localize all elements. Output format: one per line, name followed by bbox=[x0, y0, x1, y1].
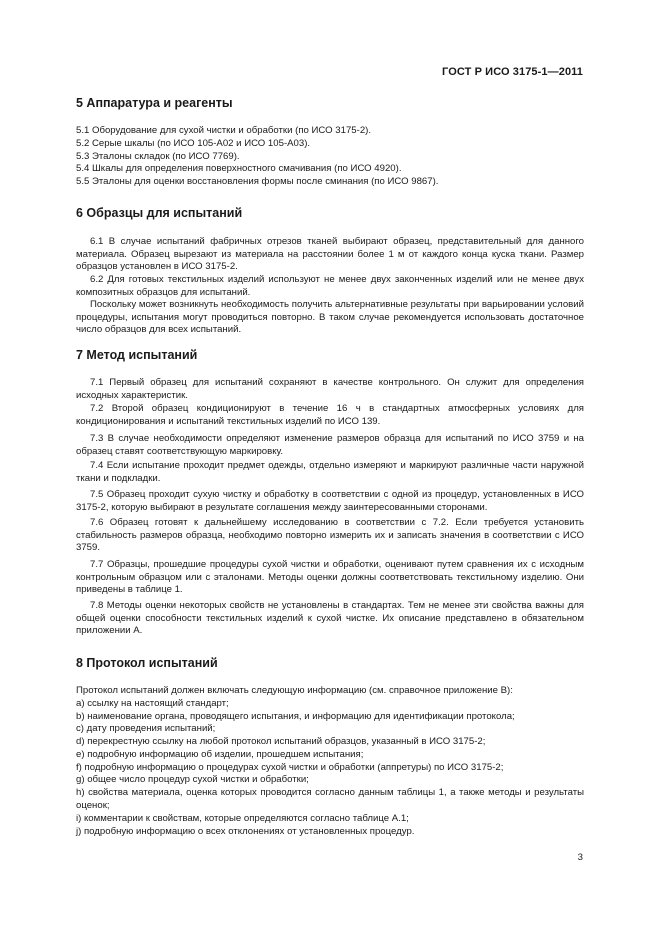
section-7-paragraph: 7.1 Первый образец для испытаний сохраняют в качестве контрольного. Он служит для определения исходных характеристик. bbox=[76, 377, 584, 401]
protocol-list-item: a) ссылку на настоящий стандарт; bbox=[76, 698, 229, 709]
standard-header: ГОСТ Р ИСО 3175-1—2011 bbox=[442, 66, 583, 78]
section-6-title: 6 Образцы для испытаний bbox=[76, 206, 243, 220]
section-7-paragraph: 7.8 Методы оценки некоторых свойств не установлены в стандартах. Тем не менее эти свойства важны для общей оценки способности текстильных изделий к сухой чистке. Их описание представлено в обязательном приложении А. bbox=[76, 600, 584, 637]
protocol-list-item: f) подробную информацию о процедурах сухой чистки и обработки (аппретуры) по ИСО 3175-2; bbox=[76, 762, 504, 773]
section-7-paragraph: 7.3 В случае необходимости определяют изменение размеров образца для испытаний по ИСО 3759 и на образец ставят соответствующую маркировку. bbox=[76, 433, 584, 457]
section-5-item: 5.4 Шкалы для определения поверхностного смачивания (по ИСО 4920). bbox=[76, 163, 402, 174]
section-6-paragraph: Поскольку может возникнуть необходимость получить альтернативные результаты при варьировании условий процедуры, испытания могут проводиться повторно. В таком случае рекомендуется использовать достаточное число образцов для всех испытаний. bbox=[76, 299, 584, 336]
protocol-list-item: e) подробную информацию об изделии, прошедшем испытания; bbox=[76, 749, 364, 760]
protocol-list-item: b) наименование органа, проводящего испытания, и информацию для идентификации протокола; bbox=[76, 711, 515, 722]
protocol-list-item: c) дату проведения испытаний; bbox=[76, 723, 216, 734]
section-8-title: 8 Протокол испытаний bbox=[76, 656, 218, 670]
section-7-paragraph: 7.5 Образец проходит сухую чистку и обработку в соответствии с одной из процедур, установленных в ИСО 3175-2, которую выбирают в результате соглашения между заинтересованными сторонами. bbox=[76, 489, 584, 513]
protocol-list-item: d) перекрестную ссылку на любой протокол испытаний образцов, указанный в ИСО 3175-2; bbox=[76, 736, 486, 747]
section-6-paragraph: 6.1 В случае испытаний фабричных отрезов тканей выбирают образец, представительный для данного материала. Образец вырезают из материала на расстоянии более 1 м от каждого конца куска ткани. Размер образцов установлен в ИСО 3175-2. bbox=[76, 236, 584, 273]
section-5-item: 5.3 Эталоны складок (по ИСО 7769). bbox=[76, 151, 240, 162]
section-7-paragraph: 7.7 Образцы, прошедшие процедуры сухой чистки и обработки, оценивают путем сравнения их с исходным контрольным образцом или с эталонами. Методы оценки должны соответствовать текстильному изделию. Они приведены в таблице 1. bbox=[76, 559, 584, 596]
section-7-paragraph: 7.6 Образец готовят к дальнейшему исследованию в соответствии с 7.2. Если требуется установить стабильность размеров образца, необходимо повторно измерить их и записать значения в соответствии с ИСО 3759. bbox=[76, 517, 584, 554]
section-5-title: 5 Аппаратура и реагенты bbox=[76, 96, 233, 110]
section-5-item: 5.5 Эталоны для оценки восстановления формы после сминания (по ИСО 9867). bbox=[76, 176, 439, 187]
protocol-list-item: g) общее число процедур сухой чистки и обработки; bbox=[76, 774, 309, 785]
page-number: 3 bbox=[577, 852, 583, 863]
section-5-item: 5.2 Серые шкалы (по ИСО 105-А02 и ИСО 105-А03). bbox=[76, 138, 311, 149]
protocol-list-item: h) свойства материала, оценка которых проводится согласно данным таблицы 1, а также методы и результаты оценок; bbox=[76, 787, 584, 811]
section-7-paragraph: 7.4 Если испытание проходит предмет одежды, отдельно измеряют и маркируют различные части наружной ткани и подкладки. bbox=[76, 460, 584, 484]
section-5-item: 5.1 Оборудование для сухой чистки и обработки (по ИСО 3175-2). bbox=[76, 125, 372, 136]
protocol-list-item: j) подробную информацию о всех отклонениях от установленных процедур. bbox=[76, 826, 415, 837]
section-7-title: 7 Метод испытаний bbox=[76, 348, 198, 362]
section-6-paragraph: 6.2 Для готовых текстильных изделий используют не менее двух законченных изделий или не менее двух композитных образцов для испытаний. bbox=[76, 274, 584, 298]
protocol-list-item: i) комментарии к свойствам, которые определяются согласно таблице А.1; bbox=[76, 813, 409, 824]
section-8-intro: Протокол испытаний должен включать следующую информацию (см. справочное приложение В): bbox=[76, 685, 513, 696]
section-7-paragraph: 7.2 Второй образец кондиционируют в течение 16 ч в стандартных атмосферных условиях для кондиционирования и испытаний текстильных изделий по ИСО 139. bbox=[76, 403, 584, 427]
